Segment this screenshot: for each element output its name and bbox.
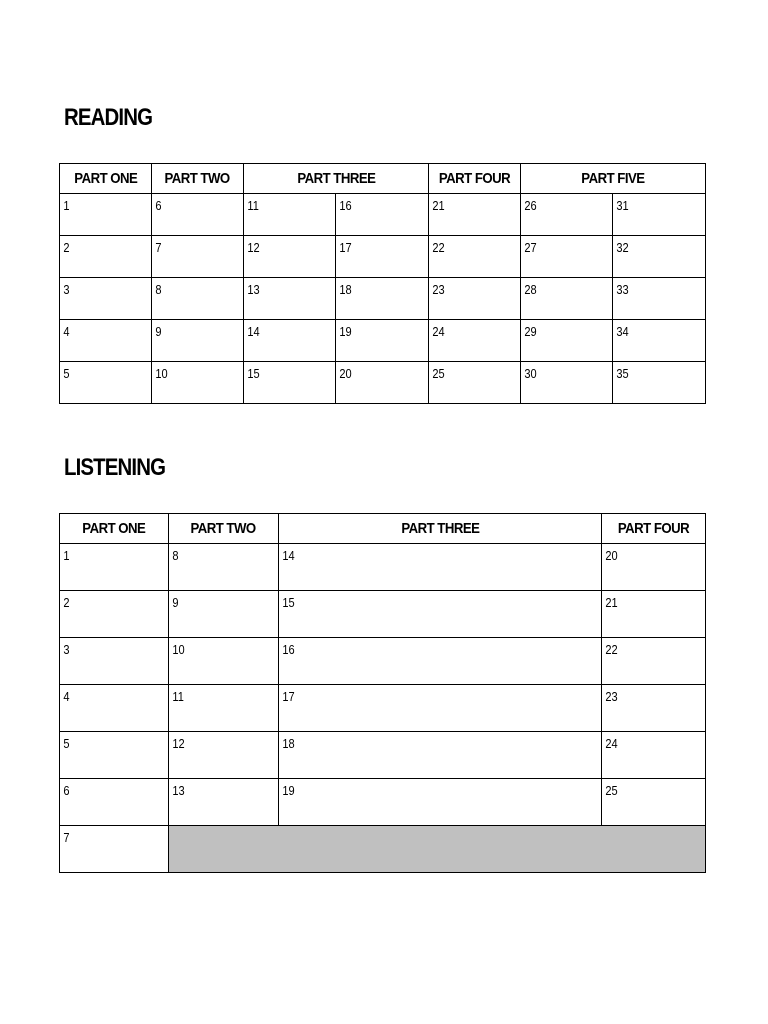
answer-cell[interactable]: 18 <box>336 278 429 320</box>
answer-cell[interactable]: 33 <box>613 278 706 320</box>
answer-cell[interactable]: 16 <box>336 194 429 236</box>
table-row <box>60 826 706 873</box>
reading-header-part-one: PART ONE <box>60 164 152 194</box>
answer-cell[interactable]: 30 <box>521 362 613 404</box>
answer-cell[interactable]: 8 <box>169 544 279 591</box>
answer-cell[interactable]: 15 <box>279 591 602 638</box>
answer-cell[interactable]: 14 <box>244 320 336 362</box>
table-row <box>60 362 706 404</box>
reading-header-part-four: PART FOUR <box>429 164 521 194</box>
answer-cell[interactable]: 9 <box>169 591 279 638</box>
answer-cell[interactable]: 26 <box>521 194 613 236</box>
answer-cell[interactable]: 2 <box>60 591 169 638</box>
answer-cell[interactable]: 11 <box>169 685 279 732</box>
answer-cell[interactable]: 6 <box>60 779 169 826</box>
answer-cell[interactable]: 16 <box>279 638 602 685</box>
answer-cell[interactable]: 9 <box>152 320 244 362</box>
reading-title: READING <box>64 104 153 131</box>
answer-cell[interactable]: 14 <box>279 544 602 591</box>
answer-cell[interactable]: 12 <box>169 732 279 779</box>
answer-cell[interactable]: 28 <box>521 278 613 320</box>
answer-cell[interactable]: 2 <box>60 236 152 278</box>
answer-cell[interactable]: 29 <box>521 320 613 362</box>
answer-cell[interactable]: 10 <box>152 362 244 404</box>
answer-cell[interactable]: 3 <box>60 278 152 320</box>
answer-cell[interactable]: 19 <box>279 779 602 826</box>
reading-header-part-five: PART FIVE <box>521 164 706 194</box>
listening-header-part-three: PART THREE <box>279 514 602 544</box>
answer-cell[interactable]: 1 <box>60 544 169 591</box>
table-row <box>60 732 706 779</box>
answer-cell[interactable]: 22 <box>602 638 706 685</box>
answer-cell[interactable]: 25 <box>429 362 521 404</box>
answer-cell[interactable]: 7 <box>152 236 244 278</box>
table-row <box>60 194 706 236</box>
listening-header-part-two: PART TWO <box>169 514 279 544</box>
answer-cell[interactable]: 6 <box>152 194 244 236</box>
table-row <box>60 685 706 732</box>
answer-cell[interactable]: 4 <box>60 320 152 362</box>
answer-cell[interactable]: 17 <box>336 236 429 278</box>
answer-cell[interactable]: 3 <box>60 638 169 685</box>
answer-cell[interactable]: 4 <box>60 685 169 732</box>
answer-cell[interactable]: 32 <box>613 236 706 278</box>
answer-cell[interactable]: 8 <box>152 278 244 320</box>
listening-header-part-one: PART ONE <box>60 514 169 544</box>
answer-cell[interactable]: 24 <box>602 732 706 779</box>
listening-header-part-four: PART FOUR <box>602 514 706 544</box>
answer-cell[interactable]: 22 <box>429 236 521 278</box>
answer-cell[interactable]: 23 <box>429 278 521 320</box>
answer-cell[interactable]: 24 <box>429 320 521 362</box>
listening-header-row <box>60 514 706 544</box>
shaded-empty-cell <box>169 826 706 873</box>
answer-cell[interactable]: 1 <box>60 194 152 236</box>
listening-title: LISTENING <box>64 454 166 481</box>
table-row <box>60 236 706 278</box>
reading-header-part-two: PART TWO <box>152 164 244 194</box>
table-row <box>60 638 706 685</box>
table-row <box>60 591 706 638</box>
answer-cell[interactable]: 7 <box>60 826 169 873</box>
table-row <box>60 544 706 591</box>
answer-cell[interactable]: 10 <box>169 638 279 685</box>
answer-cell[interactable]: 5 <box>60 362 152 404</box>
answer-cell[interactable]: 31 <box>613 194 706 236</box>
answer-cell[interactable]: 25 <box>602 779 706 826</box>
answer-cell[interactable]: 12 <box>244 236 336 278</box>
answer-cell[interactable]: 20 <box>336 362 429 404</box>
table-row <box>60 278 706 320</box>
answer-cell[interactable]: 23 <box>602 685 706 732</box>
answer-cell[interactable]: 35 <box>613 362 706 404</box>
reading-header-row <box>60 164 706 194</box>
answer-cell[interactable]: 27 <box>521 236 613 278</box>
reading-answer-table <box>59 163 706 404</box>
answer-cell[interactable]: 18 <box>279 732 602 779</box>
answer-cell[interactable]: 34 <box>613 320 706 362</box>
answer-cell[interactable]: 17 <box>279 685 602 732</box>
answer-cell[interactable]: 5 <box>60 732 169 779</box>
reading-header-part-three: PART THREE <box>244 164 429 194</box>
table-row <box>60 779 706 826</box>
table-row <box>60 320 706 362</box>
listening-answer-table <box>59 513 706 873</box>
answer-cell[interactable]: 13 <box>169 779 279 826</box>
answer-cell[interactable]: 20 <box>602 544 706 591</box>
answer-cell[interactable]: 19 <box>336 320 429 362</box>
answer-cell[interactable]: 21 <box>429 194 521 236</box>
answer-cell[interactable]: 13 <box>244 278 336 320</box>
answer-cell[interactable]: 21 <box>602 591 706 638</box>
answer-cell[interactable]: 11 <box>244 194 336 236</box>
answer-cell[interactable]: 15 <box>244 362 336 404</box>
